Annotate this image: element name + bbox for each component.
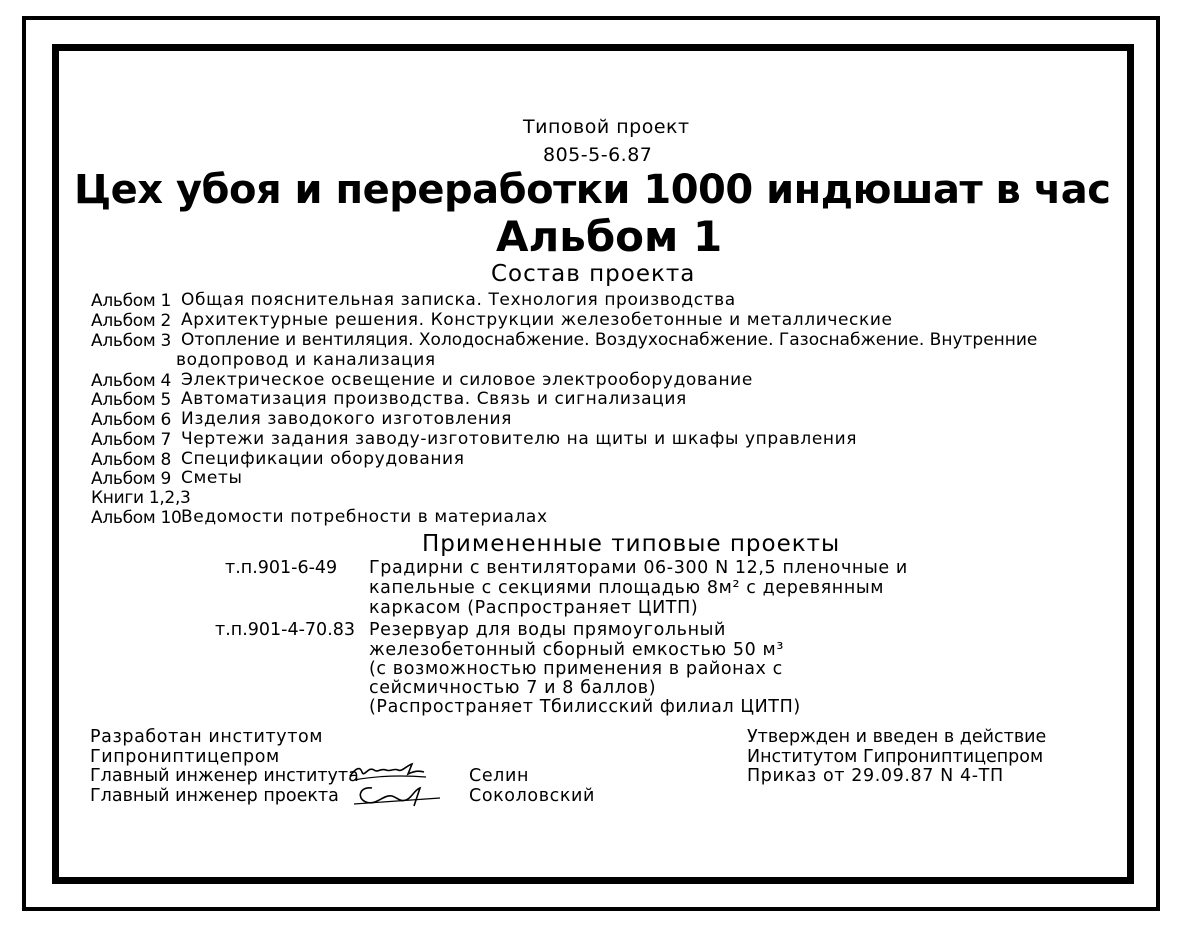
list-item-label: Альбом 9 (91, 469, 172, 489)
list-item-text: Отопление и вентиляция. Холодоснабжение. Воздухоснабжение. Газоснабжение. Внутренние (181, 330, 1038, 350)
chief-engineer-project-label: Главный инженер проекта (90, 786, 339, 806)
applied-line: (Распространяет Тбилисский филиал ЦИТП) (369, 697, 801, 717)
approval-line-1: Утвержден и введен в действие (747, 727, 1047, 747)
page-title: Цех убоя и переработки 1000 индюшат в час (74, 167, 1111, 213)
applied-line: каркасом (Распространяет ЦИТП) (369, 598, 699, 618)
list-item-label: Альбом 1 (91, 291, 172, 311)
list-item-label: Альбом 4 (91, 371, 172, 391)
list-item-label: Альбом 8 (91, 450, 172, 470)
project-type-label: Типовой проект (523, 116, 690, 138)
applied-line: капельные с секциями площадью 8м² с деревянным (369, 578, 885, 598)
list-item-text: Сметы (181, 468, 243, 488)
list-item-label: Альбом 5 (91, 390, 172, 410)
applied-code: т.п.901-6-49 (225, 558, 338, 578)
chief-engineer-institute-label: Главный инженер института (90, 766, 359, 786)
list-item-text: Ведомости потребности в материалах (181, 507, 548, 527)
list-item-label: Альбом 2 (91, 311, 172, 331)
applied-line: (с возможностью применения в районах с (369, 659, 783, 679)
composition-heading: Состав проекта (491, 261, 696, 287)
album-title: Альбом 1 (496, 212, 723, 261)
signature-project (350, 780, 442, 812)
list-item-text: Электрическое освещение и силовое электрооборудование (181, 370, 753, 390)
list-item-text: Автоматизация производства. Связь и сигнализация (181, 389, 687, 409)
approval-line-2: Институтом Гипрониптицепром (747, 747, 1044, 767)
applied-line: сейсмичностью 7 и 8 баллов) (369, 678, 657, 698)
list-item-label: Альбом 6 (91, 410, 172, 430)
list-item-text: Спецификации оборудования (181, 449, 465, 469)
list-item-text: Чертежи задания заводу-изготовителю на щиты и шкафы управления (181, 429, 858, 449)
developer-line-1: Разработан институтом (90, 727, 324, 747)
list-item-text: Архитектурные решения. Конструкции железобетонные и металлические (181, 310, 893, 330)
approval-line-3: Приказ от 29.09.87 N 4-ТП (747, 766, 1004, 786)
list-item-label: Альбом 10 (91, 508, 182, 528)
applied-line: Градирни с вентиляторами 06-300 N 12,5 пленочные и (369, 558, 908, 578)
applied-code: т.п.901-4-70.83 (215, 620, 356, 640)
project-code: 805-5-6.87 (543, 144, 653, 166)
applied-heading: Примененные типовые проекты (422, 531, 841, 557)
list-item-label: Альбом 3 (91, 331, 172, 351)
list-item-label: Альбом 7 (91, 430, 172, 450)
developer-line-2: Гипрониптицепром (90, 747, 280, 767)
list-item-label: Книги 1,2,3 (91, 488, 191, 508)
chief-engineer-project-name: Соколовский (469, 786, 595, 806)
chief-engineer-institute-name: Селин (469, 766, 529, 786)
list-item-text-continued: водопровод и канализация (176, 350, 436, 370)
list-item-text: Общая пояснительная записка. Технология производства (181, 290, 736, 310)
list-item-text: Изделия заводокого изготовления (181, 409, 513, 429)
applied-line: железобетонный сборный емкостью 50 м³ (369, 640, 784, 660)
applied-line: Резервуар для воды прямоугольный (369, 620, 727, 640)
